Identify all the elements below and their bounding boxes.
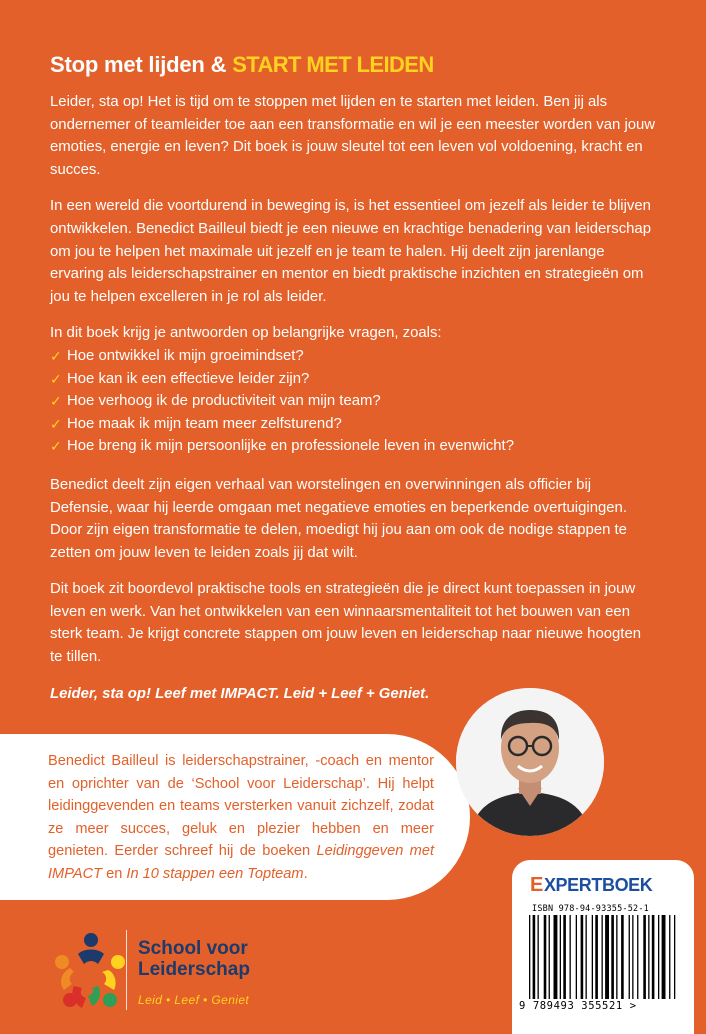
check-icon: ✓ [50, 415, 62, 432]
barcode-bar [669, 915, 670, 999]
isbn-digits: 9 789493 355521 > [519, 1000, 637, 1012]
blurb-text [50, 91, 656, 719]
barcode-bar [570, 915, 571, 999]
barcode-bar [648, 915, 649, 999]
isbn-label: ISBN 978-94-93355-52-1 [532, 904, 649, 914]
check-icon: ✓ [50, 438, 62, 455]
barcode-bar [605, 915, 609, 999]
barcode-bar [533, 915, 536, 999]
barcode-bar [576, 915, 577, 999]
publisher-logo-text: XPERTBOEK [543, 874, 653, 895]
publisher-logo-initial: E [530, 873, 543, 896]
list-item [50, 345, 656, 368]
school-name-line-2: Leiderschap [138, 959, 250, 980]
blurb-paragraph-1: Leider, sta op! Het is tijd om te stoppen met lijden en te starten met leiden. Ben jij als ondernemer of teamleider toe aan een transformatie en wil je een meester worden van jouw emoties, energie en leven? Dit boek is jouw sleutel tot een leven vol voldoening, kracht en succes. [50, 94, 656, 178]
bio-text: Benedict Bailleul is leiderschapstrainer, -coach en mentor en oprichter van de ‘School voor Leiderschap’. Hij helpt leidinggevenden en teams versterken vanuit zichzelf, zodat ze meer succes, geluk en plezier hebben en meer genieten. Eerder schreef hij de boeken [48, 753, 434, 859]
question-text: Hoe verhoog ik de productiviteit van mijn team? [67, 393, 381, 410]
list-item [50, 390, 656, 413]
author-photo [456, 688, 604, 836]
barcode-bar [658, 915, 659, 999]
question-text: Hoe maak ik mijn team meer zelfsturend? [67, 415, 342, 432]
author-portrait-icon [456, 688, 604, 836]
bio-book-1: Leidinggeven met IMPACT [48, 843, 435, 882]
bio-connector: en [102, 865, 127, 882]
school-logo [52, 930, 130, 1012]
list-item [50, 435, 656, 458]
school-name [138, 938, 250, 980]
barcode-bar [621, 915, 624, 999]
barcode-bar [586, 915, 587, 999]
barcode-bar [549, 915, 550, 999]
barcode-bar [544, 915, 547, 999]
bio-end: . [303, 865, 308, 882]
barcode-bar [554, 915, 558, 999]
school-logo-divider [126, 930, 127, 1010]
barcode-bar [616, 915, 617, 999]
check-icon: ✓ [50, 347, 62, 364]
barcode-bar [581, 915, 584, 999]
barcode-bar [643, 915, 646, 999]
barcode-bar [560, 915, 561, 999]
barcode-bar [674, 915, 675, 999]
headline-part-1: Stop met lijden & [50, 52, 227, 77]
blurb-paragraph-4: Benedict deelt zijn eigen verhaal van worstelingen en overwinningen als officier bij Defensie, waar hij leerde omgaan met negatieve emoties en beperkende overtuigingen. Door zijn eigen transformatie te delen, moedigt hij jou aan om ook de nodige stappen te zetten om jouw leven te leiden zoals jij dat wilt. [50, 476, 627, 561]
school-name-line-1: School voor [138, 938, 248, 959]
question-list [50, 345, 656, 458]
barcode-bar [563, 915, 566, 999]
list-item [50, 368, 656, 391]
barcode-bar [611, 915, 614, 999]
barcode-bar [662, 915, 666, 999]
headline-part-2: START MET LEIDEN [232, 52, 434, 77]
barcode [529, 915, 683, 1001]
barcode-bar [529, 915, 530, 999]
barcode-bar [629, 915, 630, 999]
barcode-bar [632, 915, 633, 999]
check-icon: ✓ [50, 370, 62, 387]
barcode-bar [592, 915, 593, 999]
check-icon: ✓ [50, 393, 62, 410]
motto: Leider, sta op! Leef met IMPACT. Leid + Leef + Geniet. [50, 685, 430, 702]
question-text: Hoe breng ik mijn persoonlijke en professionele leven in evenwicht? [67, 438, 514, 455]
list-item [50, 413, 656, 436]
question-text: Hoe kan ik een effectieve leider zijn? [67, 370, 310, 387]
author-bio [48, 750, 434, 885]
barcode-bar [637, 915, 638, 999]
question-text: Hoe ontwikkel ik mijn groeimindset? [67, 347, 304, 364]
people-circle-icon [52, 930, 130, 1012]
blurb-paragraph-2: In een wereld die voortdurend in beweging is, is het essentieel om jezelf als leider te blijven ontwikkelen. Benedict Bailleul biedt je een nieuwe en krachtige benadering van leiderschap om jou te helpen het maximale uit jezelf en je team te halen. Hij deelt zijn jarenlange ervaring als leiderschapstrainer en mentor en biedt praktische inzichten en strategieën om jou te helpen excelleren in je rol als leider. [50, 198, 651, 305]
cover-headline [50, 52, 434, 78]
school-tagline: Leid • Leef • Geniet [138, 993, 250, 1007]
barcode-bar [595, 915, 598, 999]
barcode-bar [538, 915, 539, 999]
publisher-logo [530, 874, 652, 896]
bio-book-2: In 10 stappen een Topteam [126, 865, 304, 882]
barcode-bar [602, 915, 603, 999]
blurb-paragraph-5: Dit boek zit boordevol praktische tools en strategieën die je direct kunt toepassen in jouw leven en werk. Van het ontwikkelen van een winnaarsmentaliteit tot het bouwen van een sterk team. Je krijgt concrete stappen om jouw leven en leiderschap naar nieuwe hoogten te tillen. [50, 581, 642, 666]
barcode-bar [652, 915, 655, 999]
questions-intro: In dit boek krijg je antwoorden op belangrijke vragen, zoals: [50, 325, 442, 342]
